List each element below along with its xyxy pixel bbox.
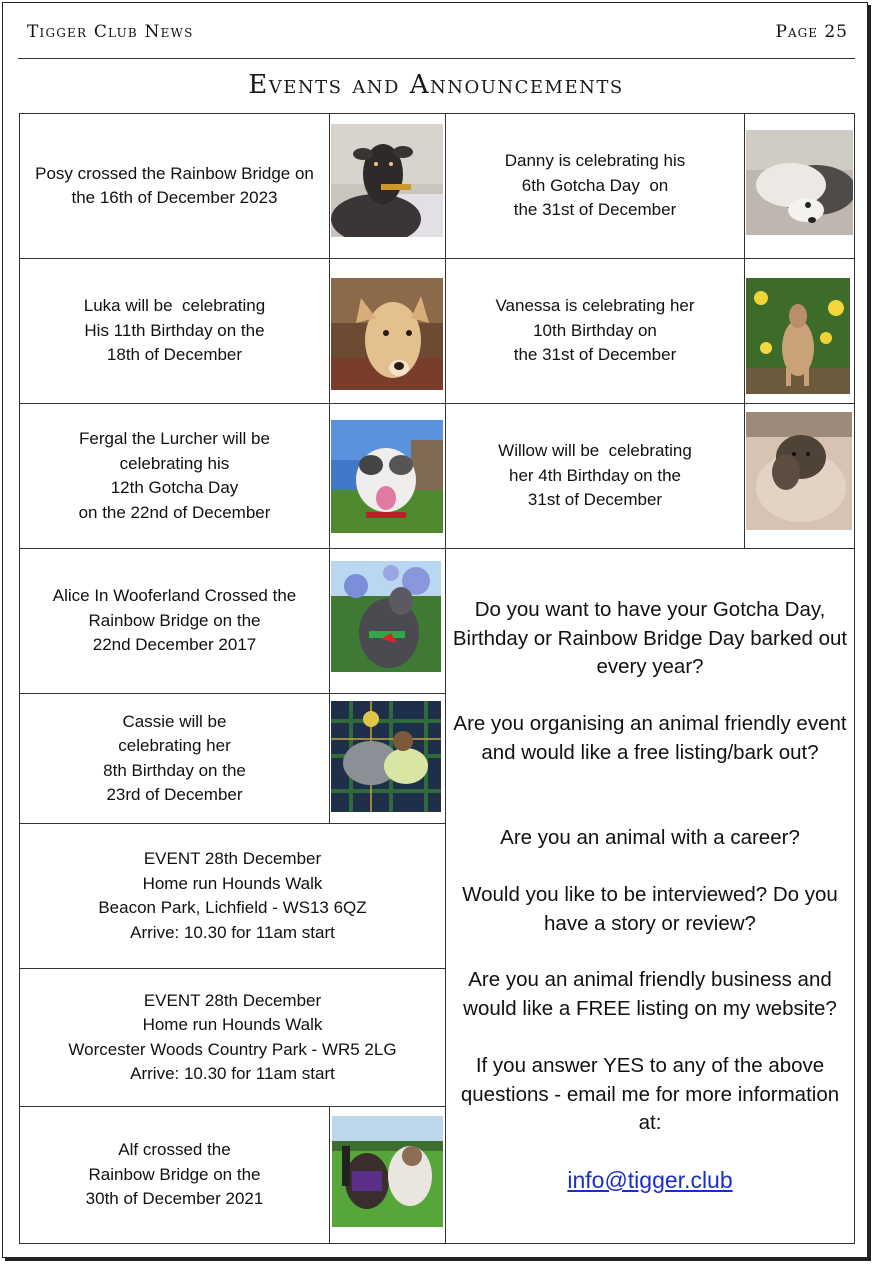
vanessa-photo <box>746 278 850 394</box>
entry-willow-text: Willow will be celebrating her 4th Birthday on the 31st of December <box>498 441 692 510</box>
event-worcester-woods-text: EVENT 28th December Home run Hounds Walk Worcester Woods Country Park - WR5 2LG Arrive: 10.30 for 11am start <box>68 990 397 1083</box>
promo-paragraph: Are you an animal with a career? <box>500 826 800 849</box>
entry-alice-text: Alice In Wooferland Crossed the Rainbow Bridge on the 22nd December 2017 <box>52 586 297 655</box>
alf-photo <box>332 1116 443 1227</box>
event-beacon-park-text: EVENT 28th December Home run Hounds Walk Beacon Park, Lichfield - WS13 6QZ Arrive: 10.30 for 11am start <box>98 849 367 942</box>
header-divider <box>18 58 855 59</box>
email-link[interactable]: info@tigger.club <box>567 1167 733 1193</box>
promo-paragraph: Would you like to be interviewed? Do you have a story or review? <box>462 883 838 935</box>
entry-danny-text: Danny is celebrating his 6th Gotcha Day on the 31st of December <box>504 151 686 220</box>
promo-paragraph: Do you want to have your Gotcha Day, Birthday or Rainbow Bridge Day barked out every year? <box>452 598 848 678</box>
page-header <box>0 0 872 60</box>
danny-photo <box>746 130 853 235</box>
page-number: Page 25 <box>775 22 848 42</box>
posy-photo <box>331 124 443 237</box>
email-link-wrap <box>450 1166 850 1197</box>
entry-luka-text: Luka will be celebrating His 11th Birthday on the 18th of December <box>83 296 266 365</box>
luka-photo <box>331 278 443 390</box>
entry-fergal-text: Fergal the Lurcher will be celebrating his 12th Gotcha Day on the 22nd of December <box>78 429 271 522</box>
publication-name: Tigger Club News <box>27 22 194 42</box>
promo-paragraph: If you answer YES to any of the above questions - email me for more information at: <box>460 1054 840 1134</box>
promo-paragraph: Are you an animal friendly business and would like a FREE listing on my website? <box>463 968 837 1020</box>
willow-photo <box>746 412 852 530</box>
entry-posy-text: Posy crossed the Rainbow Bridge on the 16th of December 2023 <box>35 163 314 207</box>
promo-content <box>446 550 854 1243</box>
fergal-photo <box>331 420 443 533</box>
entry-vanessa-text: Vanessa is celebrating her 10th Birthday on the 31st of December <box>495 296 695 365</box>
alice-photo <box>331 561 441 672</box>
cassie-photo <box>331 701 441 812</box>
entry-alf-text: Alf crossed the Rainbow Bridge on the 30th of December 2021 <box>85 1140 264 1209</box>
section-title: Events and Announcements <box>248 70 624 100</box>
entry-cassie-text: Cassie will be celebrating her 8th Birthday on the 23rd of December <box>103 711 246 804</box>
promo-paragraph: Are you organising an animal friendly event and would like a free listing/bark out? <box>453 712 847 764</box>
